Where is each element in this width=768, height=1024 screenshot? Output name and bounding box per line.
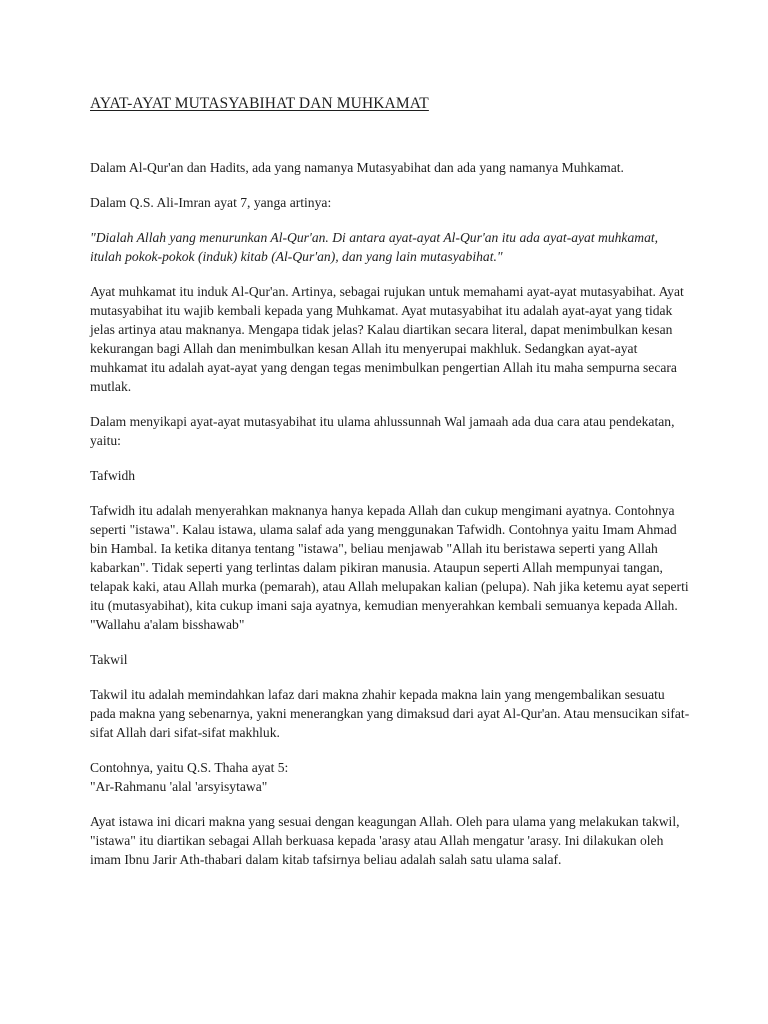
heading-tafwidh: Tafwidh xyxy=(90,468,136,483)
paragraph-ali-imran-reference: Dalam Q.S. Ali-Imran ayat 7, yanga artinya: xyxy=(90,195,332,210)
quote-thaha-5: "Ar-Rahmanu 'alal 'arsyisytawa" xyxy=(90,779,268,794)
paragraph-muhkamat-explanation: Ayat muhkamat itu induk Al-Qur'an. Artinya, sebagai rujukan untuk memahami ayat-ayat mutasyabihat. Ayat mutasyabihat itu wajib kembali kepada yang Muhkamat. Ayat mutasyabihat itu adalah ayat-ayat yang tidak jelas artinya atau maknanya. Mengapa tidak jelas? Kalau diartikan secara literal, dapat menimbulkan kesan kekurangan bagi Allah dan menimbulkan kesan Allah itu menyerupai makhluk. Sedangkan ayat-ayat muhkamat itu adalah ayat-ayat yang dengan tegas menimbulkan pengertian Allah itu maha sempurna secara mutlak. xyxy=(90,284,684,394)
heading-takwil: Takwil xyxy=(90,652,128,667)
paragraph-tafwidh: Tafwidh itu adalah menyerahkan maknanya hanya kepada Allah dan cukup mengimani ayatnya. Contohnya seperti "istawa". Kalau istawa, ulama salaf ada yang menggunakan Tafwidh. Contohnya yaitu Imam Ahmad bin Hambal. Ia ketika ditanya tentang "istawa", beliau menjawab "Allah itu beristawa seperti yang Allah kabarkan". Tidak seperti yang terlintas dalam pikiran manusia. Ataupun seperti Allah mempunyai tangan, telapak kaki, atau Allah murka (pemarah), atau Allah melupakan kalian (pelupa). Nah jika ketemu ayat seperti itu (mutasyabihat), kita cukup imani saja ayatnya, kemudian menyerahkan kembali semuanya kepada Allah. "Wallahu a'alam bisshawab" xyxy=(90,503,689,632)
document-title: AYAT-AYAT MUTASYABIHAT DAN MUHKAMAT xyxy=(90,95,429,112)
paragraph-approaches: Dalam menyikapi ayat-ayat mutasyabihat itu ulama ahlussunnah Wal jamaah ada dua cara atau pendekatan, yaitu: xyxy=(90,414,675,448)
document-page xyxy=(90,94,690,869)
quote-ali-imran-7: "Dialah Allah yang menurunkan Al-Qur'an. Di antara ayat-ayat Al-Qur'an itu ada ayat-ayat muhkamat, itulah pokok-pokok (induk) kitab (Al-Qur'an), dan yang lain mutasyabihat." xyxy=(90,230,659,264)
paragraph-thaha-reference: Contohnya, yaitu Q.S. Thaha ayat 5: xyxy=(90,760,289,775)
paragraph-intro: Dalam Al-Qur'an dan Hadits, ada yang namanya Mutasyabihat dan ada yang namanya Muhkamat. xyxy=(90,160,624,175)
paragraph-takwil: Takwil itu adalah memindahkan lafaz dari makna zhahir kepada makna lain yang mengembalikan sesuatu pada makna yang sebenarnya, yakni menerangkan yang dimaksud dari ayat Al-Qur'an. Atau mensucikan sifat-sifat Allah dari sifat-sifat makhluk. xyxy=(90,687,690,740)
paragraph-istawa-takwil: Ayat istawa ini dicari makna yang sesuai dengan keagungan Allah. Oleh para ulama yang melakukan takwil, "istawa" itu diartikan sebagai Allah berkuasa kepada 'arasy atau Allah mengatur 'arasy. Ini dilakukan oleh imam Ibnu Jarir Ath-thabari dalam kitab tafsirnya beliau adalah salah satu ulama salaf. xyxy=(90,814,680,867)
